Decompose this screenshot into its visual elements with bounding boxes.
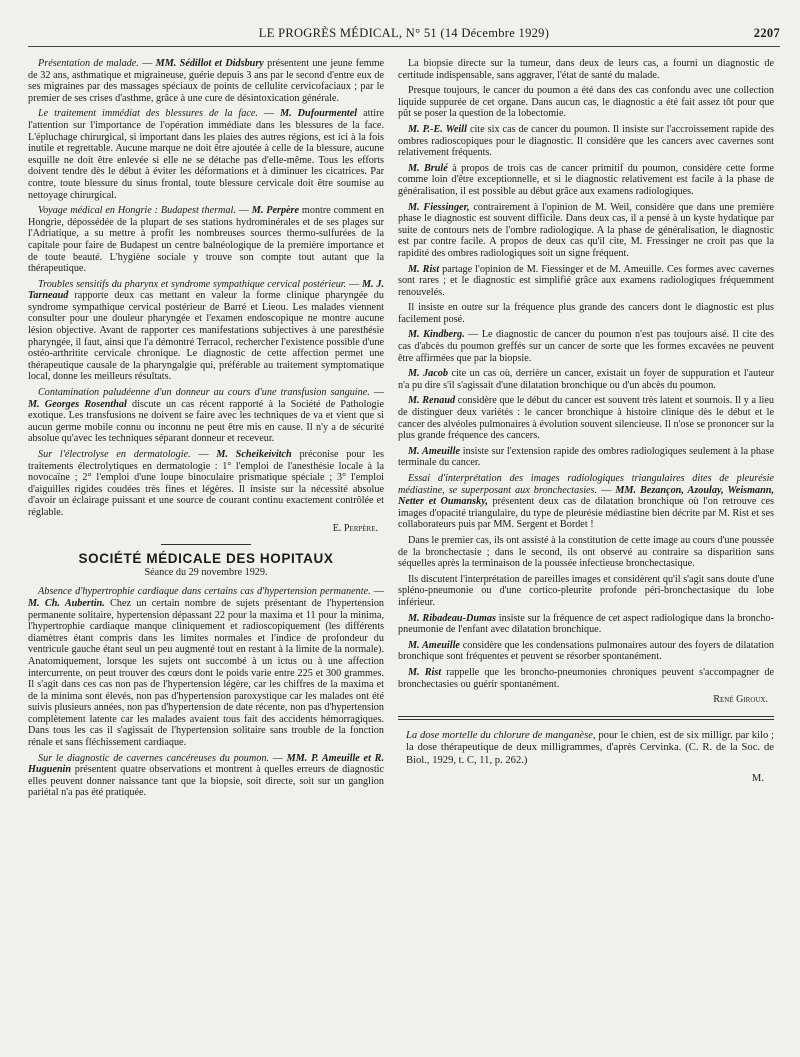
article-authors: M. Dufourmentel <box>280 108 358 120</box>
article-paragraph <box>398 163 774 198</box>
article-body: — Le diagnostic de cancer du poumon n'est pas toujours aisé. Il cite des cas d'abcès du poumon greffés sur un cancer de sorte que les formes excavées ne peuvent être affirmées que par la biopsie. <box>398 329 775 364</box>
article-body: partage l'opinion de M. Fiessinger et de M. Ameuille. Ces formes avec cavernes sont rares ; et le diagnostic est simplifié grâce aux examens radiologiques fréquemment renouvelés. <box>398 263 775 298</box>
article-paragraph: Contamination paludéenne d'un donneur au cours d'une transfusion sanguine. — M. Georges Rosenthal discute un cas récent rapporté à la Société de Pathologie exotique. Les transfusions ne doivent se faire avec les techniques de va et vient que si aucun germe mobile connu ou inconnu ne peut être mis en cause. Il n'y a de sécurité absolue qu'avec les techniques séparant donneur et receveur. <box>28 387 385 445</box>
article-authors: M. Brulé <box>408 162 448 174</box>
article-authors: M. Rist <box>408 263 440 275</box>
article-paragraph <box>398 264 774 299</box>
article-paragraph <box>398 640 774 663</box>
article-paragraph <box>398 302 774 325</box>
article-paragraph <box>398 574 774 609</box>
article-body: Presque toujours, le cancer du poumon a été dans des cas confondu avec une collection liquide suppurée de cet organe. Dans aucun cas, le diagnostic a été fait assez tôt pour que pût se poser la question de la lobectomie. <box>398 85 774 120</box>
article-authors: M. Jacob <box>408 368 448 380</box>
article-authors: M. Ameuille <box>408 639 460 651</box>
article-body: présentent quatre observations et montrent à quelles erreurs de diagnostic elles peuvent donner naissance tant que la biopsie, soit directe, soit sur un ganglion pariétal n'a pas été pratiquée. <box>28 764 384 799</box>
society-articles <box>28 586 384 799</box>
note-body: pour le chien, est de six milligr. par kilo ; la dose thérapeutique de deux milligrammes, d'après Cervinka. (C. R. de la Soc. de Biol., 1929, t. C, 11, p. 262.) <box>406 729 774 766</box>
article-authors: M. J. Tarneaud <box>28 278 385 302</box>
article-authors: M. Fiessinger, <box>408 201 470 213</box>
article-body: cite six cas de cancer du poumon. Il insiste sur l'accroissement rapide des ombres radioscopiques pour le diagnostic. Il considère que les cancers avec cavernes sont relativement fréquents. <box>398 123 775 159</box>
journal-title: LE PROGRÈS MÉDICAL, N° 51 (14 Décembre 1929) <box>258 26 550 40</box>
article-paragraph <box>398 535 774 570</box>
article-paragraph <box>398 395 774 441</box>
article-body: insiste sur la fréquence de cet aspect radiologique dans la broncho-pneumonie de l'enfant avec dilatation bronchique. <box>398 612 774 636</box>
article-paragraph: Voyage médical en Hongrie : Budapest thermal. — M. Perpère montre comment en Hongrie, dépossédée de la plupart de ses stations hydrominérales et de ses plages sur l'Adriatique, a su mettre à profit les nombreuses sources thermo-sulfurées de la capitale pour faire de Budapest un centre balnéologique de la première importance et de toute beauté. L'hygiène sociale y trouve son compte tout autant que la thérapeutique. <box>28 205 385 275</box>
article-paragraph: Troubles sensitifs du pharynx et syndrome sympathique cervical postérieur. — M. J. Tarneaud rapporte deux cas mettant en valeur la forme clinique pharyngée du syndrome sympathique cervical postérieur de Barré et Lieou. Les malades viennent consulter pour une douleur pharyngée et l'examen endoscopique ne montre aucune lésion objective. Avant de rapporter ces manifestations subjectives à une paresthésie pharyngée, il faut, ainsi que l'a démontré Terracol, rechercher l'existence possible d'une ostéo-arthritite cervicale chronique. Le diagnostic de cette affection permet une thérapeutique causale de la pharyngalgie qui, préférable au traitement symptomatique local, donne les meilleurs résultats. <box>28 278 385 383</box>
article-authors: MM. Bezançon, Azoulay, Weismann, Netter et Oumansky, <box>398 484 775 508</box>
left-signature: E. Perpère. <box>332 522 378 534</box>
article-authors: MM. Sédillot et Didsbury <box>155 58 264 69</box>
left-column <box>28 58 384 803</box>
article-body: considère que les condensations pulmonaires autour des foyers de dilatation bronchique sont fréquentes et peuvent se résorber spontanément. <box>398 639 775 663</box>
article-authors: M. Rist <box>408 666 442 678</box>
section-rule <box>161 544 251 545</box>
note-signature: M. <box>751 772 764 784</box>
article-authors: M. Georges Rosenthal <box>28 398 127 410</box>
note-heading: La dose mortelle du chlorure de manganèse, <box>406 729 596 741</box>
page-number: 2207 <box>753 26 780 40</box>
right-signature: René Giroux. <box>713 694 768 706</box>
article-body: Il insiste en outre sur la fréquence plus grande des cancers dont le diagnostic est plus facilement posé. <box>398 302 774 325</box>
article-authors: M. P.-E. Weill <box>408 123 467 135</box>
article-paragraph: Essai d'interprétation des images radiologiques triangulaires dites de pleurésie médiastine, se superposant aux bronchectasies. — MM. Bezançon, Azoulay, Weismann, Netter et Oumansky, présentent deux cas de dilatation bronchique où l'on retrouve ces images d'opacité triangulaire, du type de pleurésie médiastine bien décrite par M. Rist et ses collaborateurs puis par MM. Sergent et Bordet ! <box>398 473 775 531</box>
article-paragraph <box>398 58 774 81</box>
article-heading: Sur le diagnostic de cavernes cancéreuses du poumon. <box>38 752 269 764</box>
article-body: présentent deux cas de dilatation bronchique où l'on retrouve ces images d'opacité triangulaire, du type de pleurésie médiastine bien décrite par M. Rist et ses collaborateurs puis par MM. Sergent et Bordet ! <box>398 496 774 531</box>
article-body: discute un cas récent rapporté à la Société de Pathologie exotique. Les transfusions ne doivent se faire avec les techniques de va et vient que si aucun germe mobile connu ou inconnu ne peut être mis en cause. Il n'y a de sécurité absolue qu'avec les techniques séparant donneur et receveur. <box>28 398 384 445</box>
article-paragraph: Sur le diagnostic de cavernes cancéreuses du poumon. — MM. P. Ameuille et R. Huguenin présentent quatre observations et montrent à quelles erreurs de diagnostic elles peuvent donner naissance tant que la biopsie, soit directe, soit sur un ganglion pariétal n'a pas été pratiquée. <box>28 752 384 799</box>
article-heading: Essai d'interprétation des images radiologiques triangulaires dites de pleurésie médiastine, se superposant aux bronchectasies. <box>398 473 774 496</box>
article-body: préconise pour les traitements électrolytiques en dermatologie : 1° l'emploi de l'anesthésie locale à la novocaïne ; 2° l'emploi d'une loupe binoculaire prismatique spéciale ; 3° l'emploi d'aiguilles rigides coudées très fines et légères. Il insiste sur la nécessité absolue d'avoir un éclairage puissant et une source de courant continu exactement contrôlée et réglable. <box>28 449 384 518</box>
article-body: Dans le premier cas, ils ont assisté à la constitution de cette image au cours d'une poussée de la bronchectasie ; dans le second, ils ont observé au contraire sa disparition sans séquelles après la terminaison de la poussée infectieuse bronchectasique. <box>398 534 774 570</box>
right-articles <box>398 58 774 690</box>
article-heading: Voyage médical en Hongrie : Budapest thermal. <box>38 205 236 217</box>
article-heading: Le traitement immédiat des blessures de la face. <box>38 108 258 120</box>
article-authors: M. Ameuille <box>408 445 460 457</box>
article-heading: Absence d'hypertrophie cardiaque dans certains cas d'hypertension permanente. <box>38 586 371 598</box>
article-paragraph <box>398 124 774 159</box>
article-body: contrairement à l'opinion de M. Weil, considère que dans une première phase le diagnostic est souvent difficile. Dans deux cas, il a pensé à un kyste hydatique par suite de contours nets de l'ombre radiologique. A la phase de généralisation, le diagnostic est par contre facile. A propos de deux cas qu'il cite, M. Fressinger ne croit pas que la rapidité des ombres radiologiques soit un signe fréquent. <box>398 201 774 259</box>
article-body: Ils discutent l'interprétation de pareilles images et considèrent qu'il s'agit sans doute d'une spléno-pneumonie ou d'une cortico-pleurite profonde péri-bronchectasique du lobe inférieur. <box>398 573 774 608</box>
article-paragraph <box>398 446 774 469</box>
article-body: rapporte deux cas mettant en valeur la forme clinique pharyngée du syndrome sympathique cervical postérieur de Barré et Lieou. Les malades viennent consulter pour une douleur pharyngée et l'examen endoscopique ne montre aucune lésion objective. Avant de rapporter ces manifestations subjectives à une paresthésie pharyngée, il faut, ainsi que l'a démontré Terracol, rechercher l'existence possible d'une ostéo-arthritite cervicale chronique. Le diagnostic de cette affection permet une thérapeutique causale de la pharyngalgie qui, préférable au traitement symptomatique local, donne les meilleurs résultats. <box>28 290 384 383</box>
article-paragraph <box>398 667 774 690</box>
article-paragraph: Sur l'électrolyse en dermatologie. — M. Scheikeivitch préconise pour les traitements électrolytiques en dermatologie : 1° l'emploi de l'anesthésie locale à la novocaïne ; 2° l'emploi d'une loupe binoculaire prismatique spéciale ; 3° l'emploi d'aiguilles rigides coudées très fines et légères. Il insiste sur la nécessité absolue d'avoir un éclairage puissant et une source de courant continu exactement contrôlée et réglable. <box>28 449 384 518</box>
article-authors: M. Ribadeau-Dumas <box>408 612 496 624</box>
society-title: SOCIÉTÉ MÉDICALE DES HOPITAUX <box>78 551 334 567</box>
article-paragraph: Absence d'hypertrophie cardiaque dans certains cas d'hypertension permanente. — M. Ch. Aubertin. Chez un certain nombre de sujets présentant de l'hypertension permanente solitaire, hypertension dépassant 22 pour la maxima et 11 pour la minima, l'hypertrophie cardiaque manque cliniquement et radioscopiquement (les différents diamètres étant compris dans les limites normales et l'indice de profondeur du ventricule gauche étant seul un peu augmenté tout en restant à la limite de la normale). Anatomiquement, lorsque les sujets ont succombé à un ictus ou à une affection intercurrente, on peut trouver des cœurs dont le poids varie entre 225 et 300 grammes. Il s'agit dans ces cas non pas de l'hypertension légère, car les chiffres de la maxima et de la minima sont élevés, non pas d'hypertension paroxystique car les malades ont été suivis plusieurs années, non pas d'hypertension de date récente, non pas d'hypertension complètement latente car les malades avaient tous fait des accidents hémorragiques. Dans tous les cas il s'agissait de l'hypertension solitaire sans trouble de la fonction rénale et sans fléchissement cardiaque. <box>28 586 385 749</box>
article-paragraph <box>398 329 774 364</box>
running-header <box>28 22 780 47</box>
article-paragraph <box>398 368 774 391</box>
article-body: insiste sur l'extension rapide des ombres radiologiques seulement à la phase terminale du cancer. <box>398 445 775 469</box>
article-body: attire l'attention sur l'importance de l'opération immédiate dans les blessures de la face. L'épluchage chirurgical, si important dans les plaies des autres régions, est ici à la fois inutile et regrettable. Aucune marque ne doit être ajoutée à celle de la blessure, aucune esquille ne doit être enlevée si elle ne se détache pas d'elle-même. Tous les efforts doivent tendre dès le début à éviter les déformations et à diminuer les cicatrices. Par contre, toute blessure du sinus frontal, toute blessure cervicale doit être soumise au nettoyage chirurgical. <box>28 108 385 201</box>
article-paragraph <box>398 85 774 120</box>
article-authors: M. Kindberg. <box>408 329 465 341</box>
article-paragraph <box>398 613 774 636</box>
article-body: rappelle que les broncho-pneumonies chroniques peuvent s'accompagner de bronchectasies ou guérir spontanément. <box>398 666 774 690</box>
article-paragraph <box>398 202 774 260</box>
article-body: cite un cas où, derrière un cancer, existait un foyer de suppuration et l'auteur n'a pu dire s'il s'agissait d'une dilatation bronchique ou d'un abcès du poumon. <box>398 368 774 391</box>
article-heading: Présentation de malade. <box>38 58 139 69</box>
article-body: La biopsie directe sur la tumeur, dans deux de leurs cas, a fourni un diagnostic de certitude indispensable, sans aggraver, l'état de santé du malade. <box>398 58 774 81</box>
note-separator-2 <box>398 719 774 720</box>
article-authors: M. Perpère <box>251 205 300 217</box>
seance-date: Séance du 29 novembre 1929. <box>144 566 268 578</box>
article-paragraph: Le traitement immédiat des blessures de la face. — M. Dufourmentel attire l'attention sur l'importance de l'opération immédiate dans les blessures de la face. L'épluchage chirurgical, si important dans les plaies des autres régions, est ici à la fois inutile et regrettable. Aucune marque ne doit être ajoutée à celle de la blessure, aucune esquille ne doit être enlevée si elle ne se détache pas d'elle-même. Tous les efforts doivent tendre dès le début à éviter les déformations et à diminuer les cicatrices. Par contre, toute blessure du sinus frontal, toute blessure cervicale doit être soumise au nettoyage chirurgical. <box>28 108 385 201</box>
article-authors: M. Ch. Aubertin. <box>28 597 105 609</box>
article-authors: M. Renaud <box>408 395 456 407</box>
right-column <box>398 58 774 785</box>
article-body: à propos de trois cas de cancer primitif du poumon, considère cette forme comme loin d'être exceptionnelle, et si le diagnostic relativement est facile à la phase de généralisation, il est possible au début grâce aux examens radiologiques. <box>398 162 775 197</box>
article-body: montre comment en Hongrie, dépossédée de la plupart de ses stations hydrominérales et de ses plages sur l'Adriatique, a su mettre à profit les nombreuses sources thermo-sulfurées de la capitale pour faire de Budapest un centre balnéologique de la première importance et de toute beauté. L'hygiène sociale y trouve son compte tout autant que la thérapeutique. <box>28 205 385 275</box>
article-heading: Sur l'électrolyse en dermatologie. <box>38 449 191 460</box>
note-separator <box>398 716 774 717</box>
article-authors: MM. P. Ameuille et R. Huguenin <box>28 752 384 776</box>
article-heading: Contamination paludéenne d'un donneur au cours d'une transfusion sanguine. <box>38 387 370 399</box>
article-heading: Troubles sensitifs du pharynx et syndrome sympathique cervical postérieur. <box>38 278 347 290</box>
note-box <box>398 730 774 786</box>
article-body: Chez un certain nombre de sujets présentant de l'hypertension permanente solitaire, hypertension dépassant 22 pour la maxima et 11 pour la minima, l'hypertrophie cardiaque manque cliniquement et radioscopiquement (les différents diamètres étant compris dans les limites normales et l'indice de profondeur du ventricule gauche étant seul un peu augmenté tout en restant à la limite de la normale). Anatomiquement, lorsque les sujets ont succombé à un ictus ou à une affection intercurrente, on peut trouver des cœurs dont le poids varie entre 225 et 300 grammes. Il s'agit dans ces cas non pas de l'hypertension légère, car les chiffres de la maxima et de la minima sont élevés, non pas d'hypertension paroxystique car les malades ont été suivis plusieurs années, non pas d'hypertension de date récente, non pas d'hypertension complètement latente car les malades avaient tous fait des accidents hémorragiques. Dans tous les cas il s'agissait de l'hypertension solitaire sans trouble de la fonction rénale et sans fléchissement cardiaque. <box>28 597 385 749</box>
article-body: présentent une jeune femme de 32 ans, asthmatique et migraineuse, guérie depuis 3 ans par le second d'entre eux de ses migraines par des massages spéciaux de points de cellulite cervicofaciaux ; par le premier de ses crises d'asthme, grâce à une cure de désintoxication générale. <box>28 58 385 104</box>
left-articles <box>28 58 384 519</box>
article-paragraph: Présentation de malade. — MM. Sédillot et Didsbury présentent une jeune femme de 32 ans, asthmatique et migraineuse, guérie depuis 3 ans par le second d'entre eux de ses migraines par des massages spéciaux de points de cellulite cervicofaciaux ; par le premier de ses crises d'asthme, grâce à une cure de désintoxication générale. <box>28 58 385 104</box>
article-body: considère que le début du cancer est souvent très latent et sournois. Il y a lieu de distinguer deux variétés : le cancer bronchique à histoire clinique dès le début et le cancer des alvéoles pulmonaires à évolution souvent silencieuse. Il n'ose se prononcer sur la plus grande fréquence des cancers. <box>398 395 774 442</box>
article-authors: M. Scheikeivitch <box>216 449 292 460</box>
